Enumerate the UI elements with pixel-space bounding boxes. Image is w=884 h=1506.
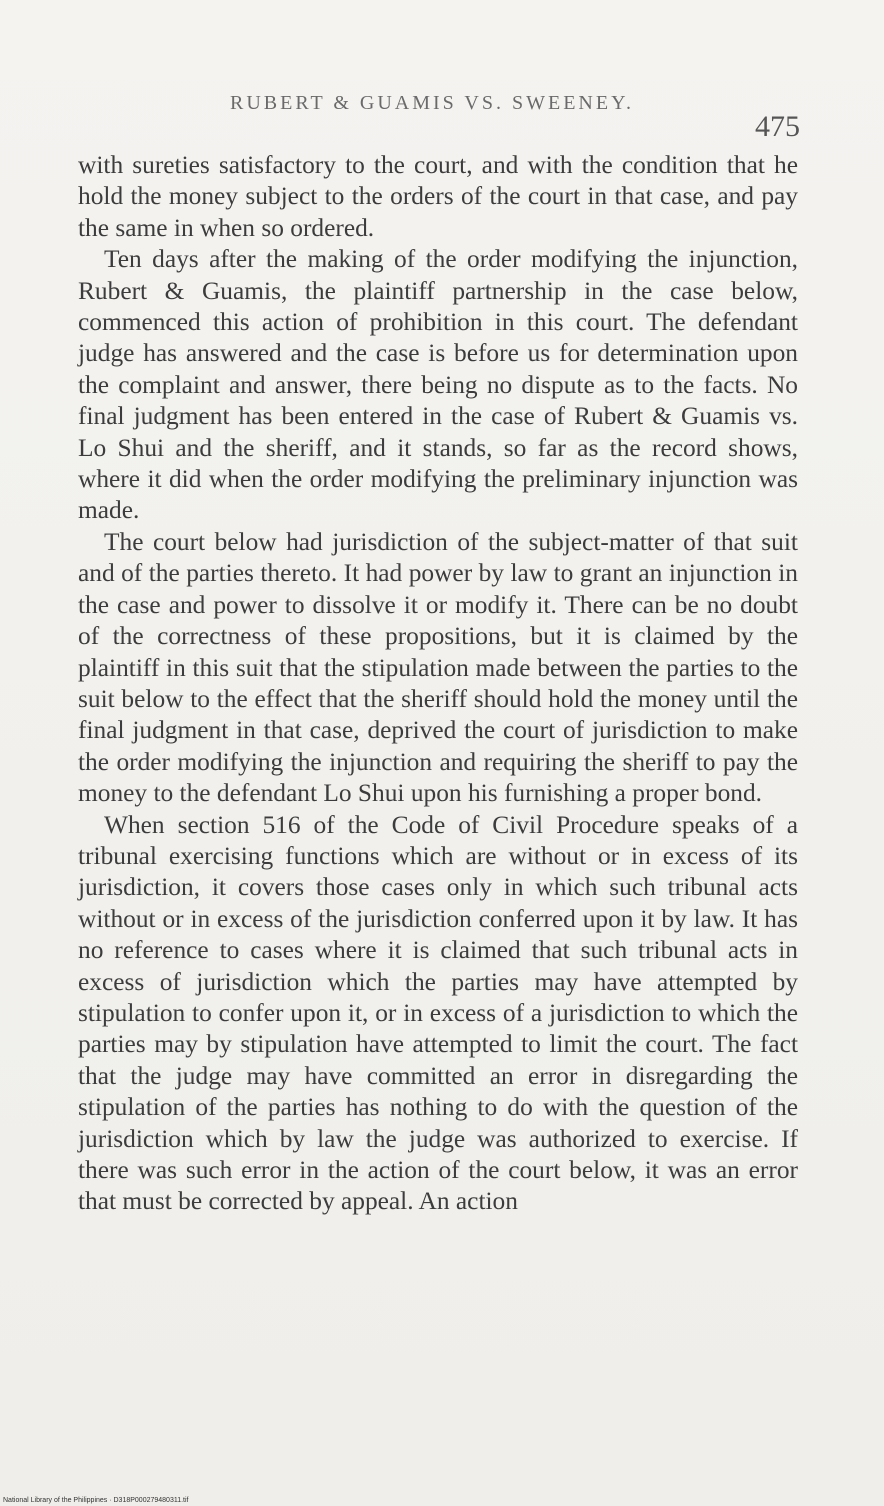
paragraph: The court below had jurisdiction of the subject-matter of that suit and of the parties thereto. It had power by law to grant an injunction in the case and power to dissolve it or modify it. There can be no doubt of the correctness of these propositions, but it is claimed by the plaintiff in this suit that the stipulation made between the parties to the suit below to the effect that the sheriff should hold the money until the final judgment in that case, deprived the court of jurisdiction to make the order modifying the injunction and requiring the sheriff to pay the money to the defendant Lo Shui upon his furnishing a proper bond. xyxy=(78,527,798,808)
paragraph: When section 516 of the Code of Civil Procedure speaks of a tribunal exercising functions which are without or in excess of its jurisdiction, it covers those cases only in which such tribunal acts without or in excess of the jurisdiction conferred upon it by law. It has no reference to cases where it is claimed that such tribunal acts in excess of jurisdiction which the parties may have attempted by stipulation to confer upon it, or in excess of a jurisdiction to which the parties may by stipulation have attempted to limit the court. The fact that the judge may have committed an error in disregarding the stipulation of the parties has nothing to do with the question of the jurisdiction which by law the judge was authorized to exercise. If there was such error in the action of the court below, it was an error that must be corrected by appeal. An action xyxy=(78,810,798,1216)
running-head: RUBERT & GUAMIS VS. SWEENEY. xyxy=(230,92,634,114)
page-body xyxy=(78,150,798,1218)
paragraph: Ten days after the making of the order modifying the injunction, Rubert & Guamis, the plaintiff partnership in the case below, commenced this action of prohibition in this court. The defendant judge has answered and the case is before us for determination upon the complaint and answer, there being no dispute as to the facts. No final judgment has been entered in the case of Rubert & Guamis vs. Lo Shui and the sheriff, and it stands, so far as the record shows, where it did when the order modifying the preliminary injunction was made. xyxy=(78,245,798,525)
scan-credit: National Library of the Philippines · D318P000279480311.tif xyxy=(3,1497,189,1504)
page-number: 475 xyxy=(755,110,800,143)
paragraph-continuation: with sureties satisfactory to the court, and with the condition that he hold the money subject to the orders of the court in that case, and pay the same in when so ordered. xyxy=(78,151,798,242)
